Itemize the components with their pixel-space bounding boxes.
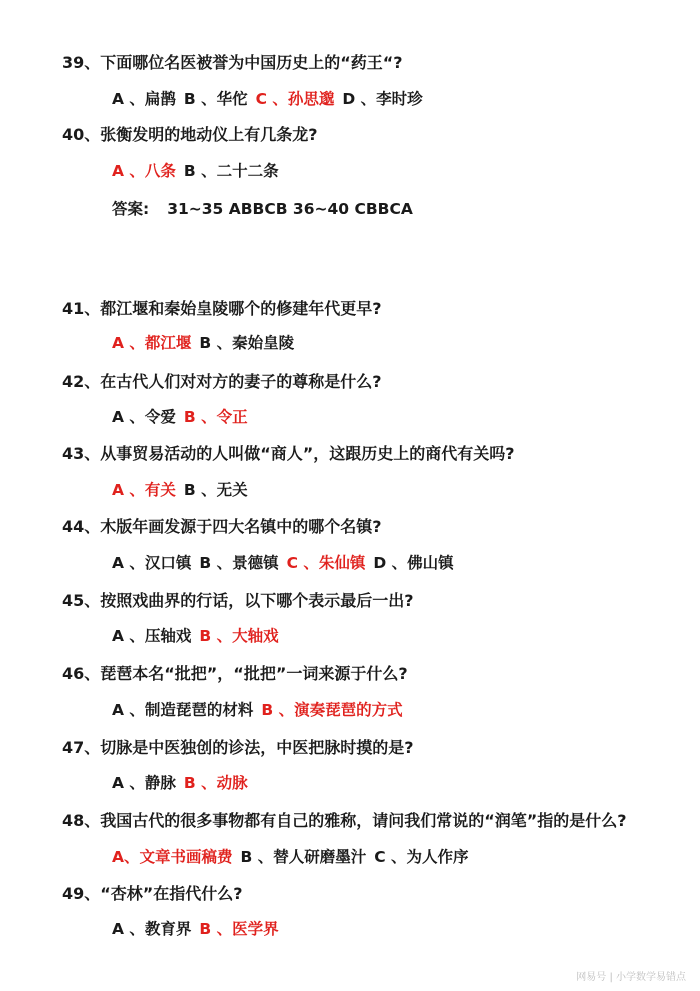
question-text: 40、张衡发明的地动仪上有几条龙? [62, 125, 318, 144]
question-text: 42、在古代人们对对方的妻子的尊称是什么? [62, 372, 382, 391]
question-text: 47、切脉是中医独创的诊法，中医把脉时摸的是? [62, 738, 414, 757]
question-text: 48、我国古代的很多事物都有自己的雅称，请问我们常说的“润笔”指的是什么? [62, 811, 627, 830]
correct-option: B 、医学界 [199, 920, 279, 938]
option: B 、无关 [183, 481, 248, 499]
correct-option: B 、动脉 [183, 774, 248, 792]
options-row [112, 88, 423, 110]
option: B 、景德镇 [199, 554, 279, 572]
option: A 、制造琵琶的材料 [112, 701, 254, 719]
options-row [112, 699, 403, 721]
correct-option: A 、有关 [112, 481, 176, 499]
options-row [112, 772, 248, 794]
option: B 、秦始皇陵 [199, 334, 295, 352]
question-text: 45、按照戏曲界的行话，以下哪个表示最后一出? [62, 591, 414, 610]
question-text: 39、下面哪位名医被誉为中国历史上的“药王“? [62, 53, 403, 72]
options-row [112, 625, 279, 647]
watermark-text: 网易号 | 小学数学易错点 [576, 972, 686, 983]
option: B 、华佗 [183, 90, 248, 108]
options-row [112, 406, 248, 428]
question-text: 43、从事贸易活动的人叫做“商人”，这跟历史上的商代有关吗? [62, 444, 515, 463]
option: B 、替人研磨墨汁 [240, 848, 367, 866]
options-row [112, 552, 454, 574]
options-row [112, 918, 279, 940]
answer-value: 31~35 ABBCB 36~40 CBBCA [167, 200, 413, 218]
option: A 、汉口镇 [112, 554, 192, 572]
option: A 、静脉 [112, 774, 176, 792]
correct-option: A、文章书画稿费 [112, 848, 233, 866]
correct-option: A 、都江堰 [112, 334, 192, 352]
option: C 、为人作序 [374, 848, 469, 866]
option: A 、令爱 [112, 408, 176, 426]
options-row [112, 160, 279, 182]
correct-option: C 、朱仙镇 [286, 554, 366, 572]
question-text: 46、琵琶本名“批把”，“批把”一词来源于什么? [62, 664, 408, 683]
correct-option: B 、大轴戏 [199, 627, 279, 645]
question-text: 41、都江堰和秦始皇陵哪个的修建年代更早? [62, 299, 382, 318]
option: A 、教育界 [112, 920, 192, 938]
answer-line [112, 198, 413, 220]
option: A 、扁鹊 [112, 90, 176, 108]
answer-label: 答案: [112, 200, 150, 218]
correct-option: A 、八条 [112, 162, 176, 180]
question-text: 49、“杏林”在指代什么? [62, 884, 243, 903]
correct-option: C 、孙思邈 [255, 90, 335, 108]
option: A 、压轴戏 [112, 627, 192, 645]
option: D 、李时珍 [342, 90, 423, 108]
correct-option: B 、令正 [183, 408, 248, 426]
correct-option: B 、演奏琵琶的方式 [261, 701, 403, 719]
options-row [112, 846, 469, 868]
option: D 、佛山镇 [373, 554, 454, 572]
options-row [112, 332, 294, 354]
options-row [112, 479, 248, 501]
option: B 、二十二条 [183, 162, 279, 180]
question-text: 44、木版年画发源于四大名镇中的哪个名镇? [62, 517, 382, 536]
